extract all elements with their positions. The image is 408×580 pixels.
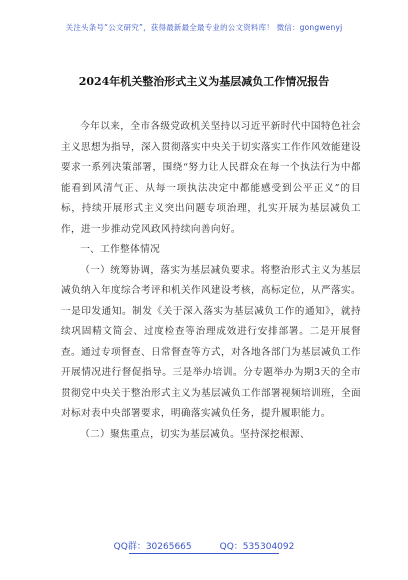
footer-contact bbox=[0, 539, 408, 554]
header-promo-text: 关注头条号“公文研究”，获得最新最全最专业的公文资料库！ 微信：gongwenyj bbox=[65, 23, 343, 32]
paragraph-focus: （二）聚焦重点，切实为基层减负。坚持深挖根源、 bbox=[80, 428, 311, 440]
paragraph-coordination: （一）统筹协调，落实为基层减负要求。将整治形式主义为基层减负纳入年度综合考评和机关作风建设考核，高标定位，从严落实。一是印发通知。制发《关于深入落实为基层减负工作的通知》，就持续巩固精文简会、过度检查等治理成效进行安排部署。二是开展督查。通过专项督查、日常督查等方式，对各地各部门为基层减负工作开展情况进行督促指导。三是举办培训。分专题举办为期3天的全市贯彻党中央关于整治形式主义为基层减负工作部署视频培训班，全面对标对表中央部署要求，明确落实减负任务，提升履职能力。 bbox=[61, 264, 361, 419]
footer-qq-group: QQ群：30265665 bbox=[113, 542, 192, 552]
section-heading: 一、工作整体情况 bbox=[80, 244, 161, 255]
document-title: 2024年机关整治形式主义为基层减负工作情况报告 bbox=[78, 75, 330, 88]
paragraph-intro: 今年以来，全市各级党政机关坚持以习近平新时代中国特色社会主义思想为指导，深入贯彻落实中央关于切实落实工作作风效能建设要求一系列决策部署，围绕“努力让人民群众在每一个执法行为中都能看到风清气正、从每一项执法决定中都能感受到公平正义”的目标，持续开展形式主义突出问题专项治理，扎实开展为基层减负工作，进一步推动党风政风持续向善向好。 bbox=[61, 121, 361, 235]
footer-divider bbox=[129, 553, 279, 554]
document-body bbox=[61, 117, 361, 445]
footer-qq-number: QQ：535304092 bbox=[219, 542, 295, 552]
